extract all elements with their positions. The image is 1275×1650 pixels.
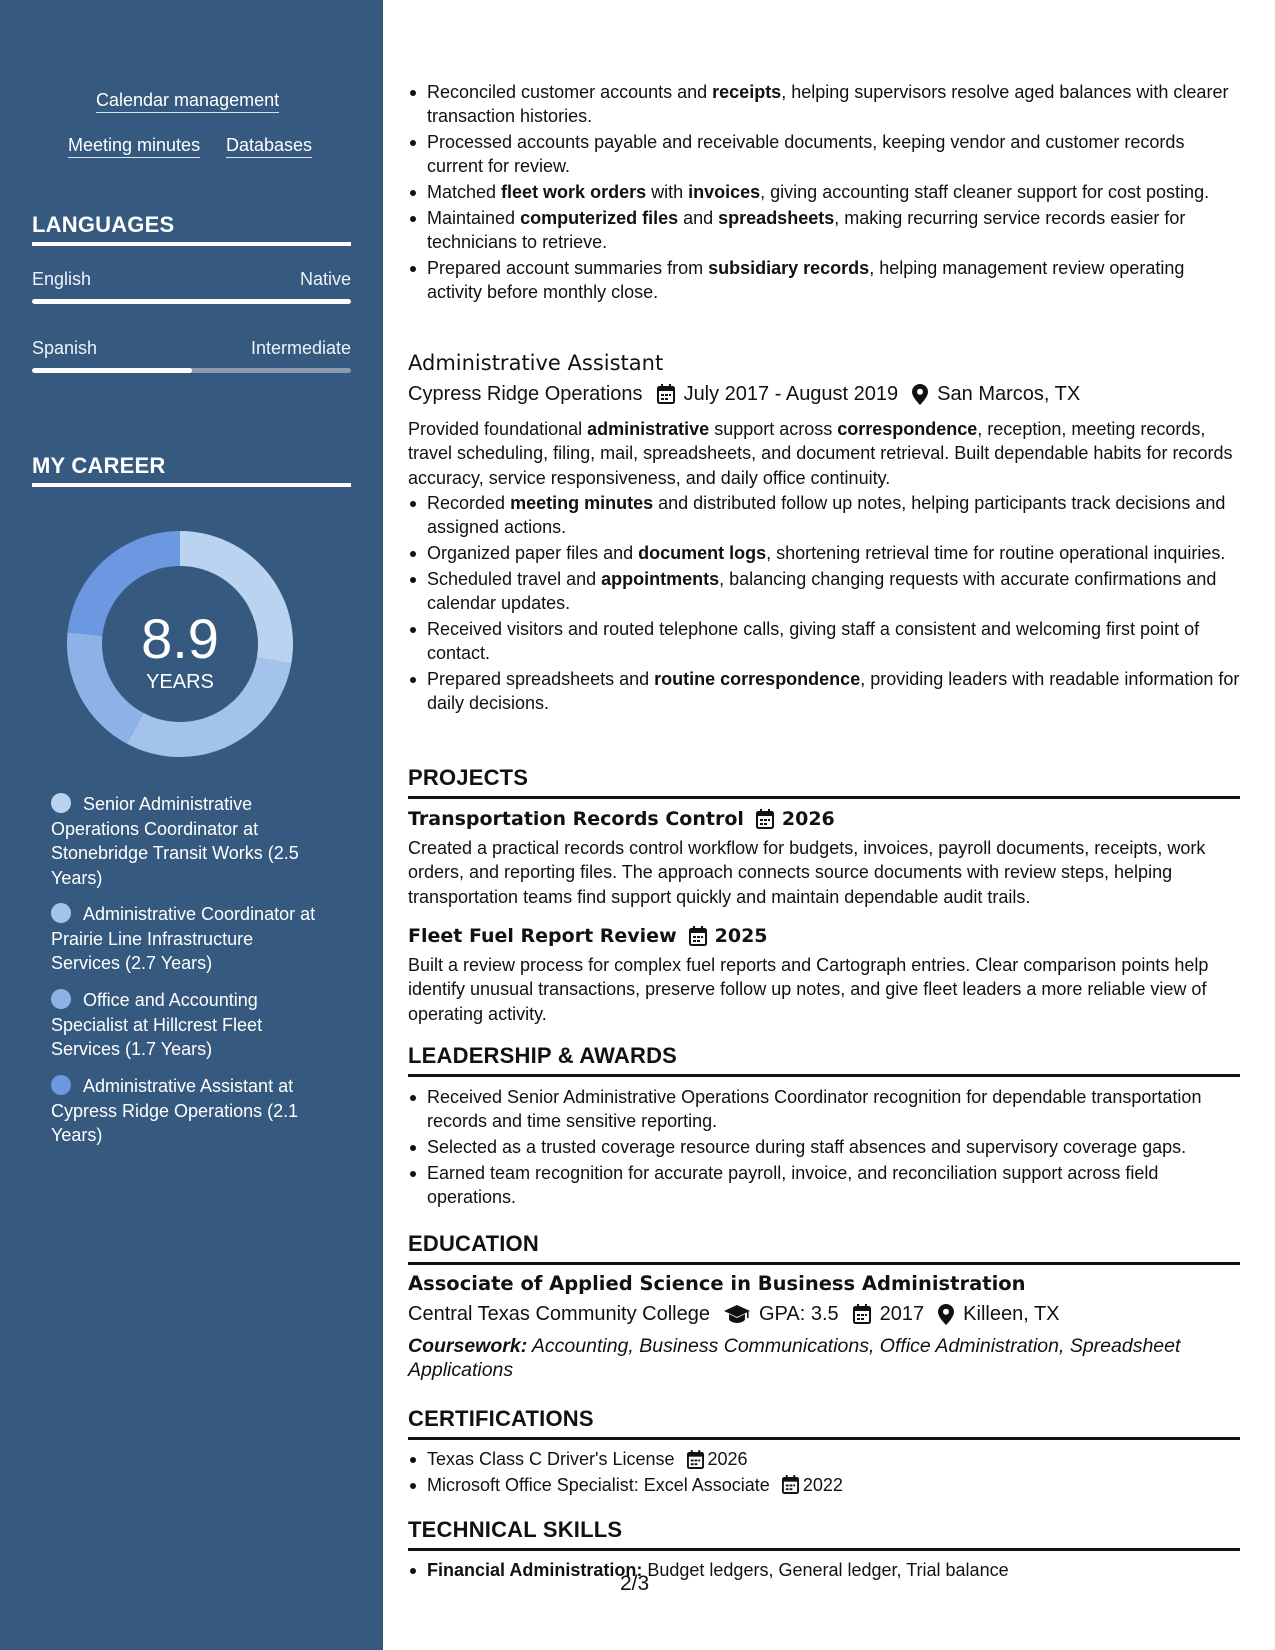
education-year: 2017 <box>879 1303 925 1325</box>
certification-item <box>408 1473 1240 1497</box>
projects-heading: PROJECTS <box>408 765 1240 799</box>
leadership-list <box>408 1085 1240 1211</box>
language-bar <box>32 299 351 304</box>
project-description: Built a review process for complex fuel reports and Cartograph entries. Clear comparison points help identify unusual transactions, preserve follow up notes, and give fleet leaders a more reliable view of operating activity. <box>408 955 1209 1024</box>
coursework-label: Coursework: <box>408 1335 528 1357</box>
technical-skills-heading: TECHNICAL SKILLS <box>408 1517 1240 1551</box>
degree-title: Associate of Applied Science in Business Administration <box>408 1272 1026 1295</box>
main-content <box>408 0 1240 1650</box>
job-bullet: Recorded meeting minutes and distributed follow up notes, helping participants track decisions and assigned actions. <box>408 491 1240 540</box>
job-dates: July 2017 - August 2019 <box>683 383 899 405</box>
calendar-icon <box>756 809 774 829</box>
page-number: 2/3 <box>620 1572 650 1595</box>
project-title: Transportation Records Control <box>408 808 744 830</box>
technical-skill-value: Budget ledgers, General ledger, Trial balance <box>642 1560 1009 1580</box>
career-legend-item <box>51 988 326 1062</box>
legend-dot <box>51 793 71 813</box>
job-location: San Marcos, TX <box>937 383 1081 405</box>
languages-heading: LANGUAGES <box>32 212 351 246</box>
technical-skill-item <box>408 1558 1240 1582</box>
career-donut-chart <box>62 526 298 762</box>
calendar-icon <box>657 384 675 404</box>
career-total-unit: YEARS <box>146 671 214 693</box>
experience-bullet: Maintained computerized files and spreadsheets, making recurring service records easier for technicians to retrieve. <box>408 206 1240 255</box>
language-level: Native <box>299 269 351 289</box>
legend-dot <box>51 989 71 1009</box>
project-title-row <box>408 807 1240 831</box>
calendar-icon <box>782 1475 799 1494</box>
certification-name: Microsoft Office Specialist: Excel Associate <box>427 1474 770 1495</box>
legend-dot <box>51 903 71 923</box>
location-pin-icon <box>912 384 928 405</box>
job-meta <box>408 381 1240 407</box>
project-title: Fleet Fuel Report Review <box>408 925 677 947</box>
career-legend-text: Senior Administrative Operations Coordinator at Stonebridge Transit Works (2.5 Years) <box>51 794 299 888</box>
technical-skill-label: Financial Administration: <box>427 1560 643 1580</box>
skill-tag: Calendar management <box>96 89 279 113</box>
certifications-heading: CERTIFICATIONS <box>408 1406 1240 1440</box>
leadership-heading: LEADERSHIP & AWARDS <box>408 1043 1240 1077</box>
job-bullet-list <box>408 491 1240 717</box>
experience-bullet: Processed accounts payable and receivable documents, keeping vendor and customer records current for review. <box>408 130 1240 179</box>
school-name: Central Texas Community College <box>408 1303 710 1325</box>
certification-year: 2026 <box>707 1449 748 1469</box>
language-name: English <box>32 269 92 289</box>
education-gpa: GPA: 3.5 <box>758 1303 839 1325</box>
coursework-list: Accounting, Business Communications, Office Administration, Spreadsheet Applications <box>408 1335 1181 1381</box>
legend-dot <box>51 1075 71 1095</box>
project-description: Created a practical records control workflow for budgets, invoices, payroll documents, receipts, work orders, and reporting files. The approach connects source documents with review steps, helping transportation teams find support quickly and maintain dependable audit trails. <box>408 838 1206 907</box>
leadership-item: Received Senior Administrative Operations Coordinator recognition for dependable transportation records and time sensitive reporting. <box>408 1085 1240 1134</box>
experience-bullet-list <box>408 80 1240 306</box>
career-legend-text: Administrative Assistant at Cypress Ridge Operations (2.1 Years) <box>51 1076 299 1145</box>
job-bullet: Scheduled travel and appointments, balancing changing requests with accurate confirmations and calendar updates. <box>408 567 1240 616</box>
experience-bullet: Reconciled customer accounts and receipts, helping supervisors resolve aged balances with clearer transaction histories. <box>408 80 1240 129</box>
career-legend-text: Office and Accounting Specialist at Hillcrest Fleet Services (1.7 Years) <box>51 990 263 1059</box>
career-donut-segment <box>67 632 143 744</box>
career-legend-item <box>51 902 326 976</box>
job-company: Cypress Ridge Operations <box>408 383 643 405</box>
project-title-row <box>408 924 1240 948</box>
technical-skills-list <box>408 1558 1240 1584</box>
leadership-item: Selected as a trusted coverage resource during staff absences and supervisory coverage gaps. <box>408 1135 1240 1159</box>
language-name: Spanish <box>32 338 98 358</box>
career-heading: MY CAREER <box>32 453 351 487</box>
job-bullet: Received visitors and routed telephone calls, giving staff a consistent and welcoming first point of contact. <box>408 617 1240 666</box>
sidebar <box>0 0 383 1650</box>
certification-name: Texas Class C Driver's License <box>427 1449 675 1469</box>
graduation-cap-icon <box>724 1305 750 1323</box>
career-legend-item <box>51 792 326 890</box>
skill-tag: Meeting minutes <box>68 134 200 158</box>
certifications-list <box>408 1447 1240 1498</box>
coursework <box>408 1334 1240 1382</box>
language-bar-fill <box>32 368 192 373</box>
project-year: 2025 <box>714 925 768 947</box>
education-location: Killeen, TX <box>963 1303 1060 1325</box>
certification-year: 2022 <box>802 1474 843 1495</box>
job-summary: Provided foundational administrative support across correspondence, reception, meeting records, travel scheduling, filing, mail, spreadsheets, and document retrieval. Built dependable habits for records accuracy, service responsiveness, and daily office continuity. <box>408 419 1233 488</box>
language-level: Intermediate <box>250 338 351 358</box>
language-bar-fill <box>32 299 351 304</box>
experience-bullet: Prepared account summaries from subsidiary records, helping management review operating activity before monthly close. <box>408 256 1240 305</box>
education-meta <box>408 1301 1240 1327</box>
certification-item <box>408 1447 1240 1471</box>
career-legend-item <box>51 1074 326 1148</box>
job-title: Administrative Assistant <box>408 351 664 375</box>
language-bar <box>32 368 351 373</box>
location-pin-icon <box>938 1304 954 1325</box>
calendar-icon <box>853 1304 871 1324</box>
job-bullet: Organized paper files and document logs, shortening retrieval time for routine operational inquiries. <box>408 541 1240 565</box>
education-heading: EDUCATION <box>408 1231 1240 1265</box>
job-bullet: Prepared spreadsheets and routine correspondence, providing leaders with readable information for daily decisions. <box>408 667 1240 716</box>
experience-bullet: Matched fleet work orders with invoices, giving accounting staff cleaner support for cost posting. <box>408 180 1240 204</box>
leadership-item: Earned team recognition for accurate payroll, invoice, and reconciliation support across field operations. <box>408 1161 1240 1210</box>
project-year: 2026 <box>781 808 835 830</box>
career-total-years: 8.9 <box>141 607 219 670</box>
calendar-icon <box>689 926 707 946</box>
career-legend-text: Administrative Coordinator at Prairie Line Infrastructure Services (2.7 Years) <box>51 904 316 973</box>
skill-tag: Databases <box>226 134 312 158</box>
calendar-icon <box>687 1450 704 1469</box>
